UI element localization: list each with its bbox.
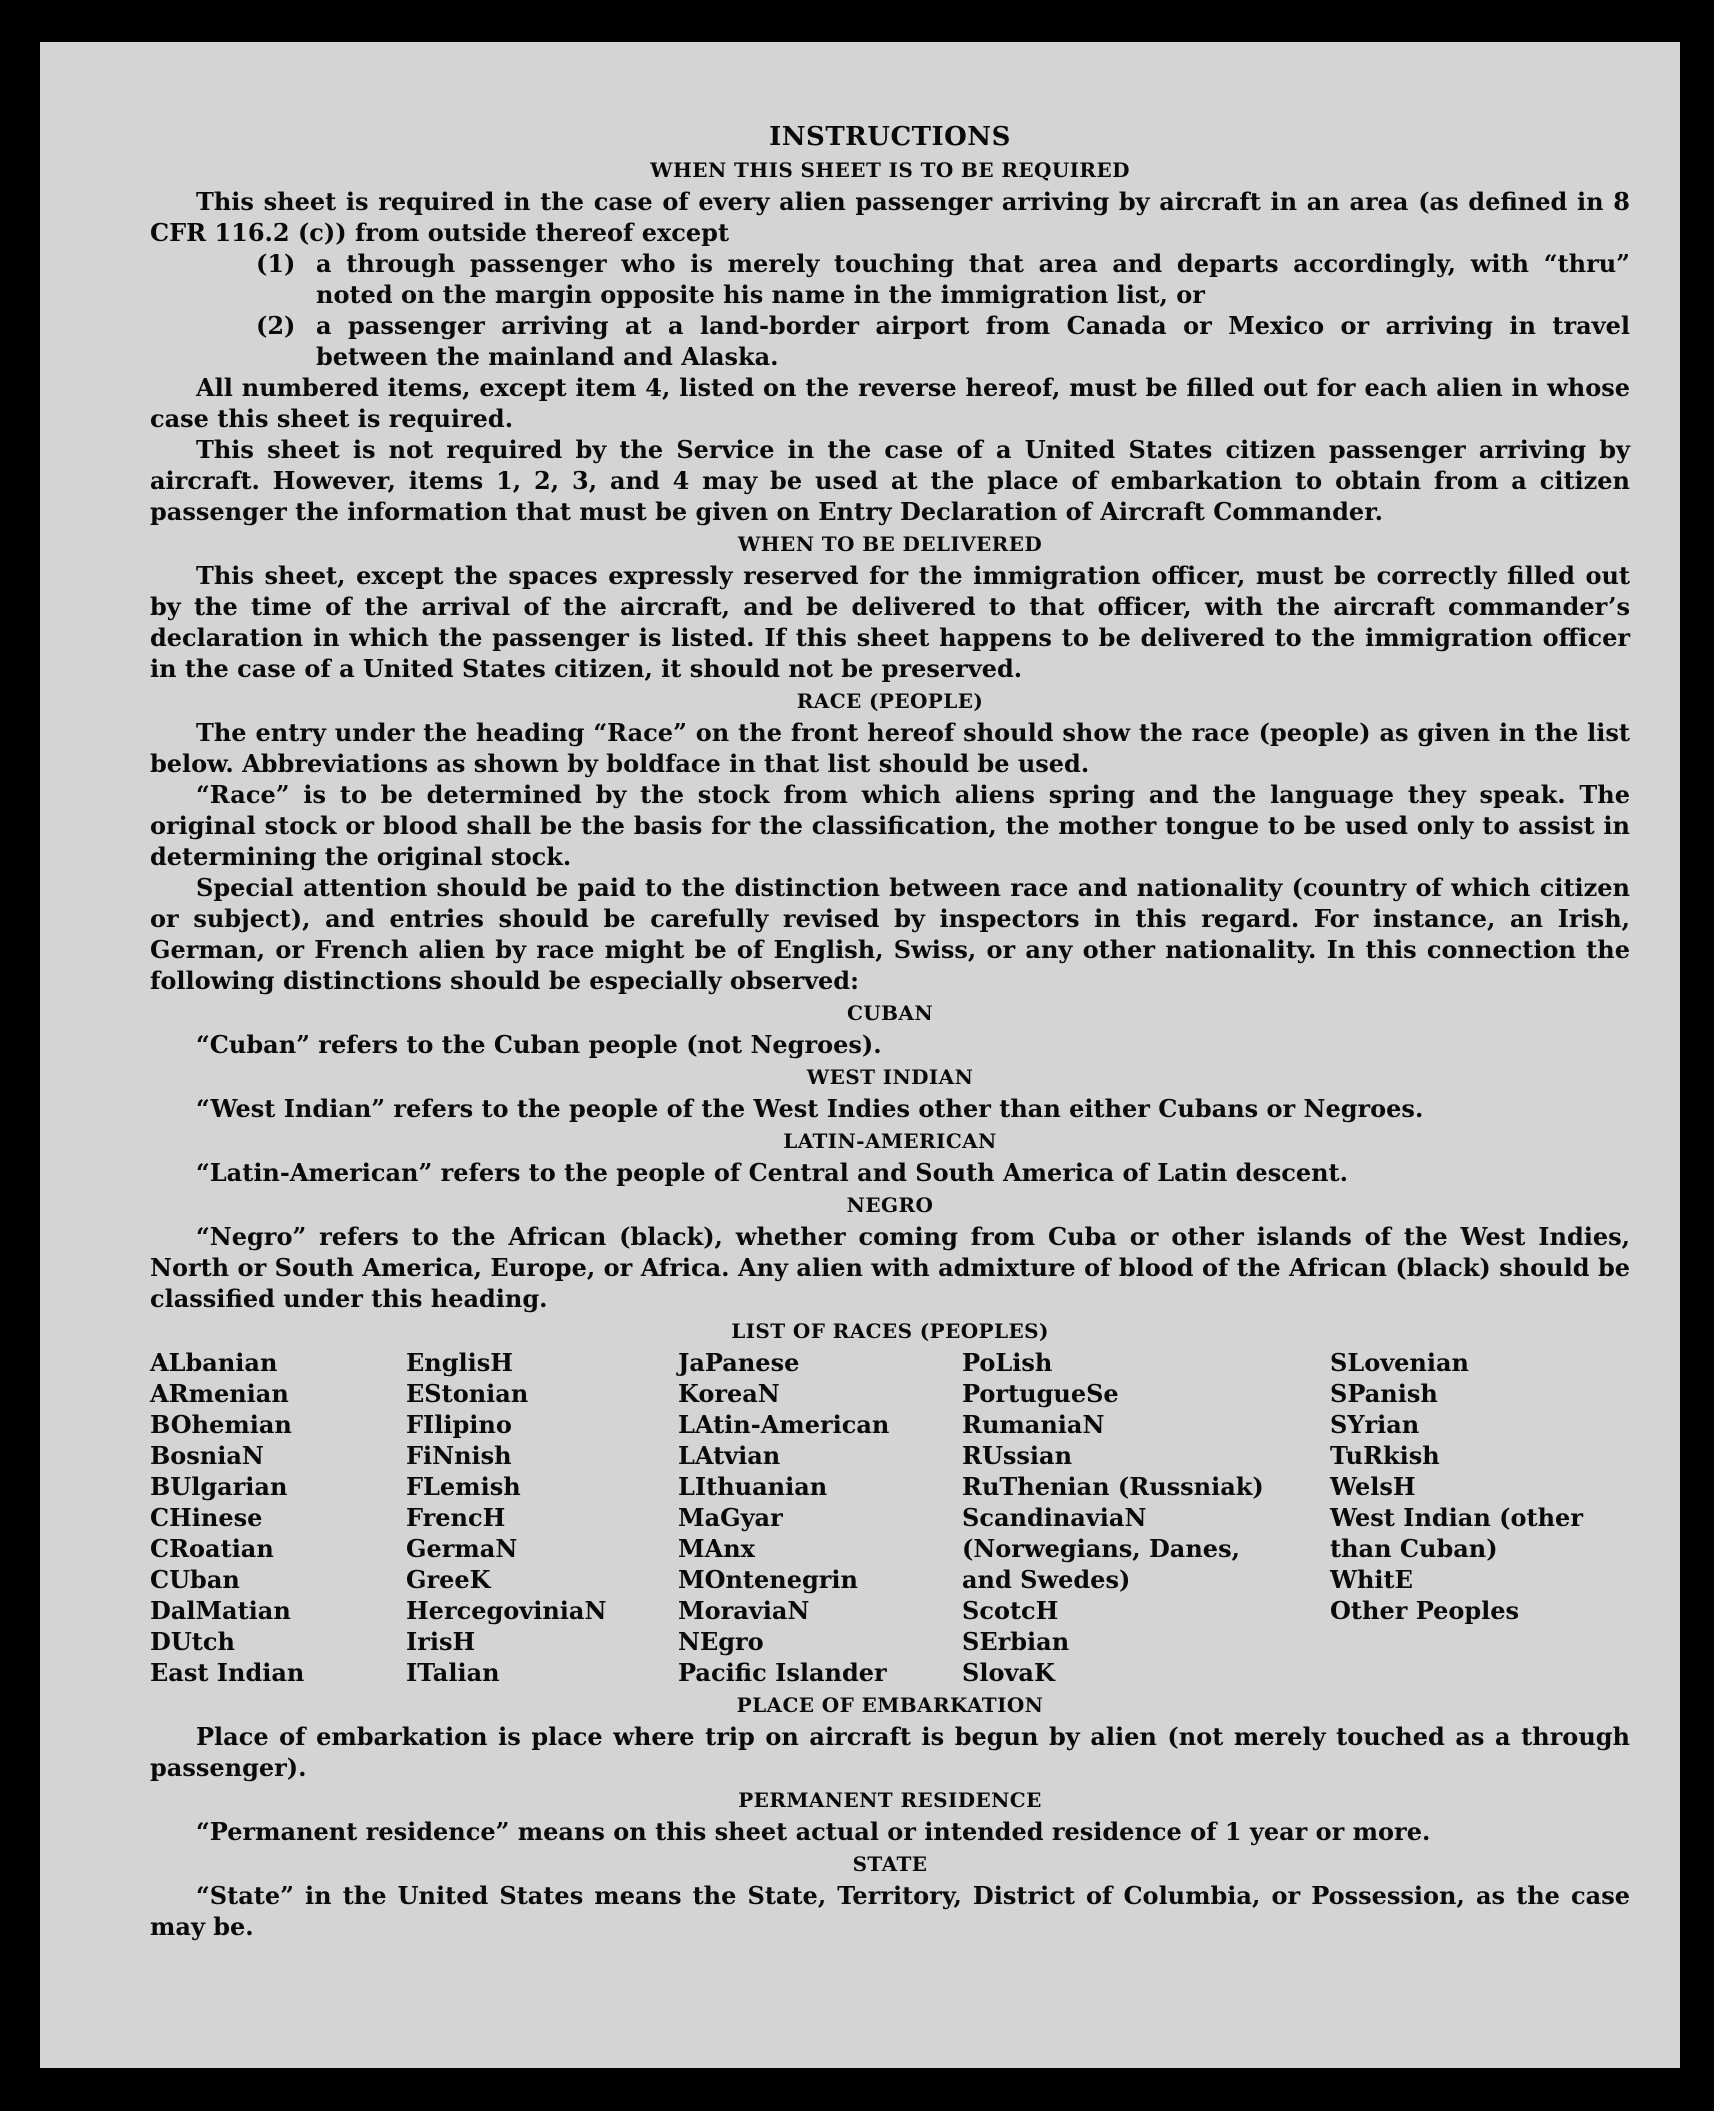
races-column-5 bbox=[1330, 1347, 1610, 1688]
race-item: MOntenegrin bbox=[678, 1565, 858, 1594]
race-item: MaGyar bbox=[678, 1503, 783, 1532]
race-item: FiNnish bbox=[406, 1441, 512, 1470]
section-heading-list-of-races: LIST OF RACES (PEOPLES) bbox=[731, 1319, 1049, 1343]
race-item: East Indian bbox=[150, 1658, 305, 1687]
race-item: ScotcH bbox=[962, 1596, 1059, 1625]
section-heading-race: RACE (PEOPLE) bbox=[796, 689, 984, 713]
race-item: SPanish bbox=[1330, 1379, 1438, 1408]
race-item: Pacific Islander bbox=[678, 1658, 887, 1687]
section-heading-west-indian: WEST INDIAN bbox=[806, 1065, 974, 1089]
section-heading-state: STATE bbox=[852, 1852, 928, 1876]
required-paragraph-2: All numbered items, except item 4, listed on the reverse hereof, must be filled out for each alien in whose case this sheet is required. bbox=[150, 373, 1630, 433]
section-heading-delivered: WHEN TO BE DELIVERED bbox=[737, 532, 1043, 556]
section-heading-negro: NEGRO bbox=[846, 1193, 934, 1217]
instructions-content bbox=[150, 122, 1630, 1942]
race-item: BosniaN bbox=[150, 1441, 264, 1470]
race-item: LIthuanian bbox=[678, 1472, 828, 1501]
required-paragraph-1: This sheet is required in the case of every alien passenger arriving by aircraft in an area (as defined in 8 CFR 116.2 (c)) from outside thereof except bbox=[150, 187, 1630, 247]
embarkation-paragraph: Place of embarkation is place where trip on aircraft is begun by alien (not merely touched as a through passenger). bbox=[150, 1722, 1630, 1782]
race-item: DalMatian bbox=[150, 1596, 291, 1625]
exception-item-1 bbox=[150, 248, 1630, 310]
race-item: RUssian bbox=[962, 1441, 1073, 1470]
document-sheet bbox=[40, 42, 1680, 2068]
race-item: CRoatian bbox=[150, 1534, 274, 1563]
races-column-4 bbox=[962, 1347, 1330, 1688]
race-item: BUlgarian bbox=[150, 1472, 288, 1501]
race-item: GermaN bbox=[406, 1534, 518, 1563]
section-heading-latin-american: LATIN-AMERICAN bbox=[783, 1129, 997, 1153]
race-item: BOhemian bbox=[150, 1410, 292, 1439]
delivered-paragraph: This sheet, except the spaces expressly reserved for the immigration officer, must be correctly filled out by the time of the arrival of the aircraft, and be delivered to that officer, with the aircraft commander’s declaration in which the passenger is listed. If this sheet happens to be delivered to the immigration officer in the case of a United States citizen, it should not be preserved. bbox=[150, 561, 1630, 683]
race-item: TuRkish bbox=[1330, 1441, 1440, 1470]
required-paragraph-3: This sheet is not required by the Service in the case of a United States citizen passenger arriving by aircraft. However, items 1, 2, 3, and 4 may be used at the place of embarkation to obtain from a citizen passenger the information that must be given on Entry Declaration of Aircraft Commander. bbox=[150, 435, 1630, 526]
race-item: MAnx bbox=[678, 1534, 755, 1563]
section-heading-required: WHEN THIS SHEET IS TO BE REQUIRED bbox=[650, 158, 1130, 182]
race-item: IrisH bbox=[406, 1627, 476, 1656]
race-item: HercegoviniaN bbox=[406, 1596, 607, 1625]
latin-american-paragraph: “Latin-American” refers to the people of Central and South America of Latin descent. bbox=[196, 1158, 1348, 1187]
race-item: PoLish bbox=[962, 1348, 1053, 1377]
exception-item-text: a through passenger who is merely touching that area and departs accordingly, with “thru” noted on the margin opposite his name in the immigration list, or bbox=[316, 249, 1630, 309]
race-item: SlovaK bbox=[962, 1658, 1055, 1687]
race-item: SErbian bbox=[962, 1627, 1070, 1656]
race-item: ITalian bbox=[406, 1658, 500, 1687]
race-item: SYrian bbox=[1330, 1410, 1420, 1439]
race-item: FrencH bbox=[406, 1503, 506, 1532]
race-item: NEgro bbox=[678, 1627, 764, 1656]
race-item: LAtin-American bbox=[678, 1410, 890, 1439]
negro-paragraph: “Negro” refers to the African (black), whether coming from Cuba or other islands of the West Indies, North or South America, Europe, or Africa. Any alien with admixture of blood of the African (black) should be classified under this heading. bbox=[150, 1222, 1630, 1313]
race-item: DUtch bbox=[150, 1627, 235, 1656]
exception-item-2 bbox=[150, 310, 1630, 372]
race-item: ALbanian bbox=[150, 1348, 278, 1377]
exception-item-text: a passenger arriving at a land-border airport from Canada or Mexico or arriving in travel between the mainland and Alaska. bbox=[316, 311, 1630, 371]
west-indian-paragraph: “West Indian” refers to the people of the West Indies other than either Cubans or Negroes. bbox=[196, 1094, 1424, 1123]
race-paragraph-3: Special attention should be paid to the distinction between race and nationality (country of which citizen or subject), and entries should be carefully revised by inspectors in this regard. For instance, an Irish, German, or French alien by race might be of English, Swiss, or any other nationality. In this connection the following distinctions should be especially observed: bbox=[150, 873, 1630, 995]
race-item: ScandinaviaN (Norwegians, Danes, and Swedes) bbox=[962, 1503, 1240, 1594]
race-item: RumaniaN bbox=[962, 1410, 1105, 1439]
race-item: SLovenian bbox=[1330, 1348, 1469, 1377]
race-item: LAtvian bbox=[678, 1441, 781, 1470]
race-item: MoraviaN bbox=[678, 1596, 810, 1625]
races-column-2 bbox=[406, 1347, 678, 1688]
section-heading-residence: PERMANENT RESIDENCE bbox=[738, 1788, 1042, 1812]
state-paragraph: “State” in the United States means the State, Territory, District of Columbia, or Possession, as the case may be. bbox=[150, 1881, 1630, 1941]
section-heading-embarkation: PLACE OF EMBARKATION bbox=[736, 1693, 1044, 1717]
race-item: RuThenian (Russniak) bbox=[962, 1472, 1264, 1501]
cuban-paragraph: “Cuban” refers to the Cuban people (not Negroes). bbox=[196, 1030, 882, 1059]
race-item: FLemish bbox=[406, 1472, 521, 1501]
race-item: WelsH bbox=[1330, 1472, 1416, 1501]
race-item: JaPanese bbox=[678, 1348, 800, 1377]
race-paragraph-1: The entry under the heading “Race” on the front hereof should show the race (people) as given in the list below. Abbreviations as shown by boldface in that list should be used. bbox=[150, 718, 1630, 778]
race-item: EnglisH bbox=[406, 1348, 513, 1377]
race-item: ARmenian bbox=[150, 1379, 289, 1408]
races-column-1 bbox=[150, 1347, 406, 1688]
race-paragraph-2: “Race” is to be determined by the stock from which aliens spring and the language they speak. The original stock or blood shall be the basis for the classification, the mother tongue to be used only to assist in determining the original stock. bbox=[150, 780, 1630, 871]
race-item: FIlipino bbox=[406, 1410, 512, 1439]
races-column-3 bbox=[678, 1347, 962, 1688]
race-item: CHinese bbox=[150, 1503, 263, 1532]
residence-paragraph: “Permanent residence” means on this sheet actual or intended residence of 1 year or more. bbox=[196, 1817, 1431, 1846]
section-heading-cuban: CUBAN bbox=[846, 1001, 934, 1025]
race-item: WhitE bbox=[1330, 1565, 1413, 1594]
race-item: KoreaN bbox=[678, 1379, 780, 1408]
exception-item-number: (2) bbox=[256, 311, 296, 340]
race-item: CUban bbox=[150, 1565, 240, 1594]
races-list bbox=[150, 1347, 1630, 1688]
race-item: GreeK bbox=[406, 1565, 491, 1594]
race-item: Other Peoples bbox=[1330, 1596, 1520, 1625]
race-item: PortugueSe bbox=[962, 1379, 1119, 1408]
exception-item-number: (1) bbox=[256, 249, 296, 278]
race-item: EStonian bbox=[406, 1379, 529, 1408]
race-item: West Indian (other than Cuban) bbox=[1330, 1503, 1583, 1563]
page-title: INSTRUCTIONS bbox=[769, 122, 1011, 152]
